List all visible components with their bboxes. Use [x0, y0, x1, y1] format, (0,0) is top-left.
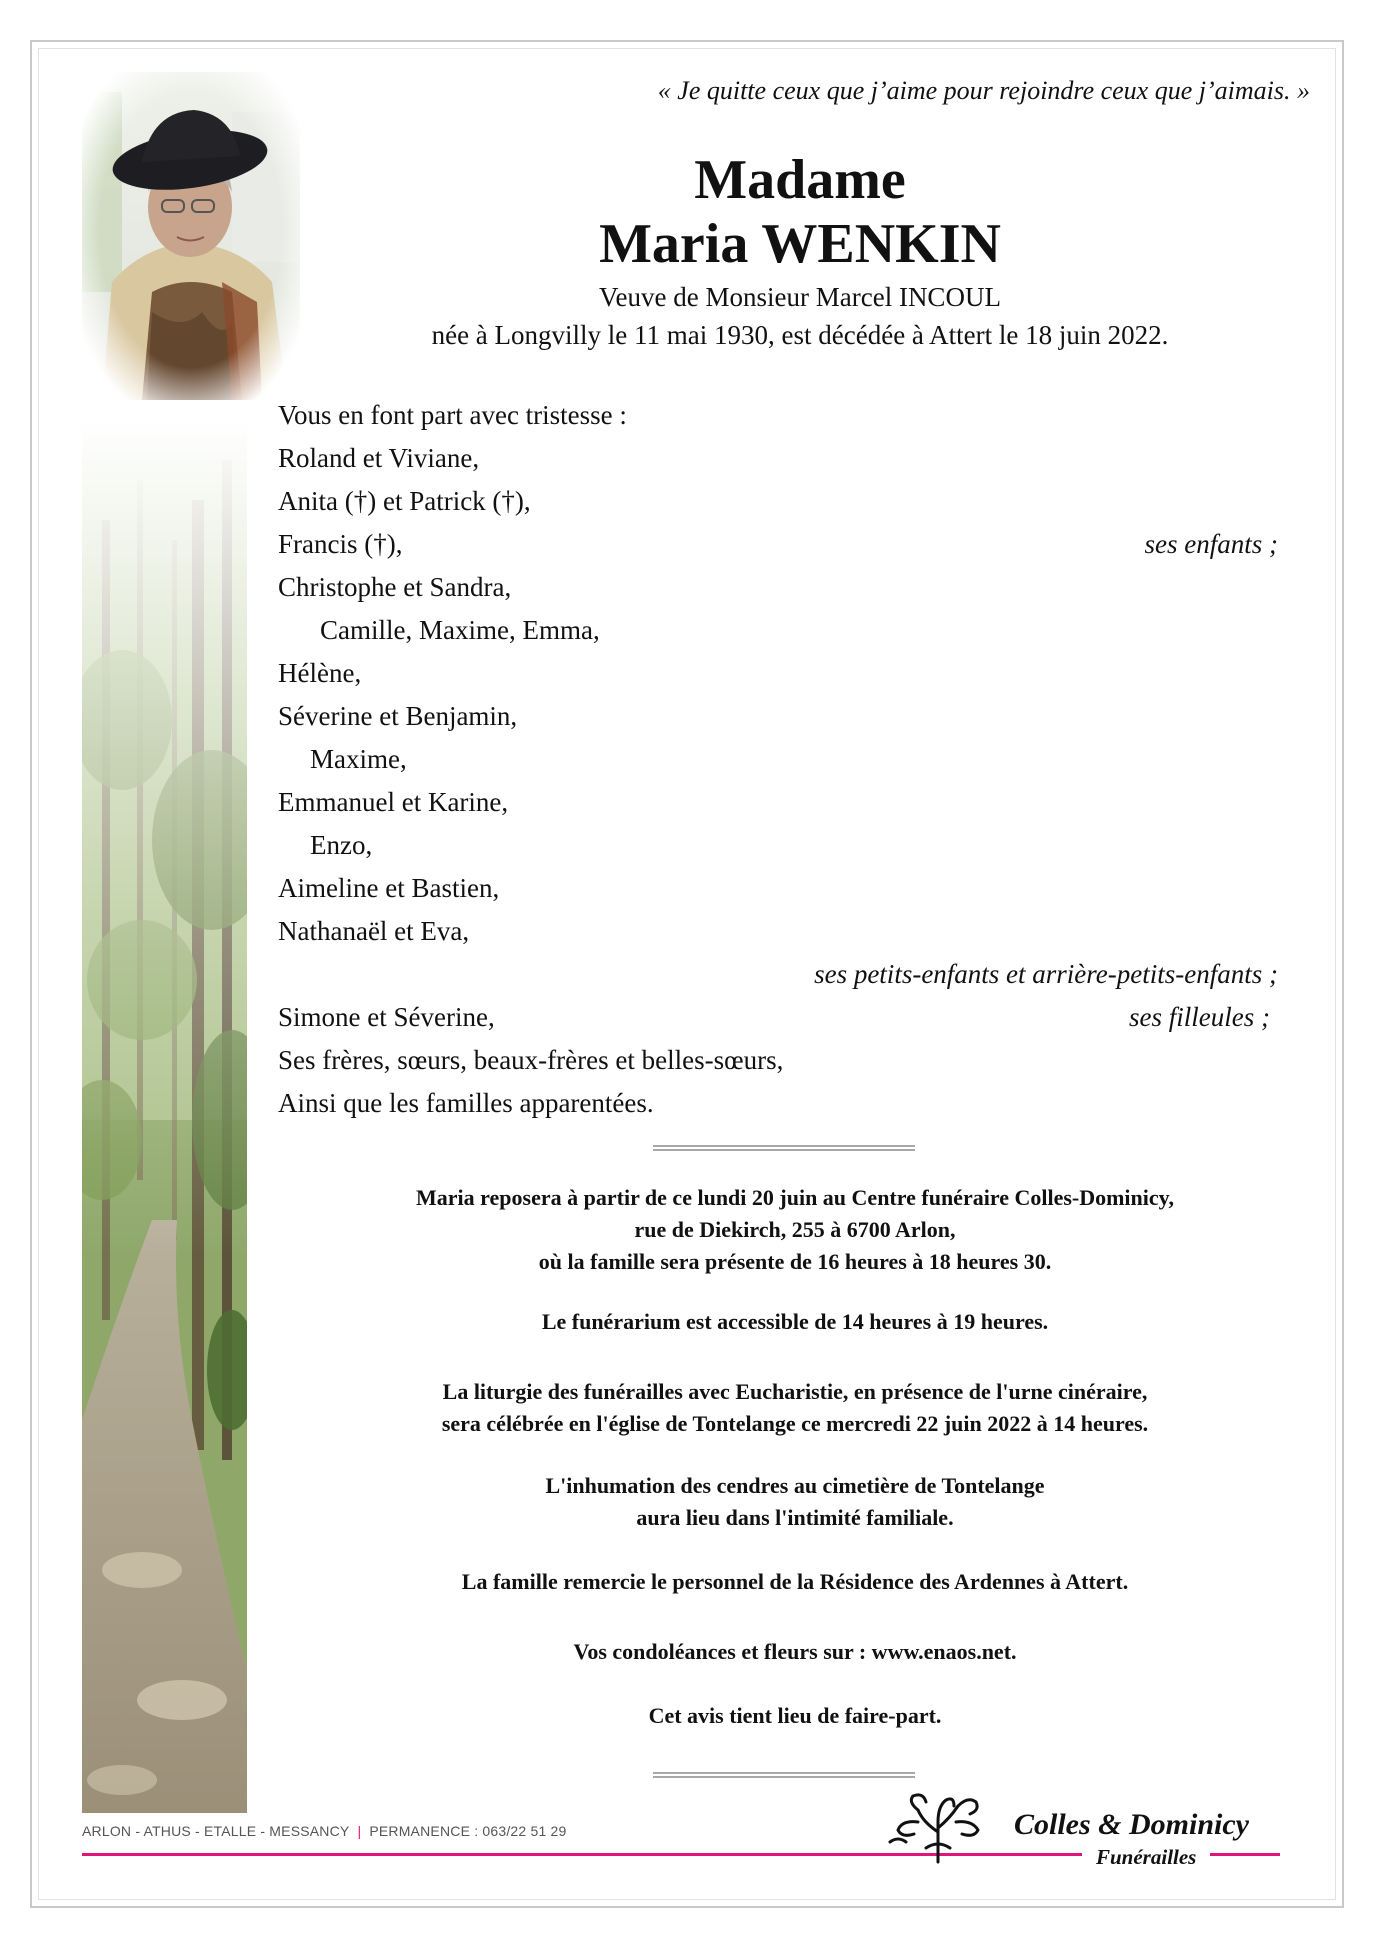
- family-line: Aimeline et Bastien,: [278, 873, 500, 903]
- info-burial: [300, 1470, 1290, 1534]
- brand-subtitle: Funérailles: [1090, 1845, 1202, 1870]
- tree-logo-icon: [888, 1792, 988, 1864]
- family-line-children: [278, 523, 1278, 566]
- info-line: Maria reposera à partir de ce lundi 20 juin au Centre funéraire Colles-Dominicy,: [416, 1185, 1174, 1210]
- footer-accent-line-right: [1210, 1853, 1280, 1856]
- info-line: sera célébrée en l'église de Tontelange ce mercredi 22 juin 2022 à 14 heures.: [441, 1411, 1149, 1436]
- epigraph-quote: « Je quitte ceux que j’aime pour rejoindre ceux que j’aimais. »: [657, 76, 1310, 105]
- footer-locations-bar: [82, 1823, 567, 1839]
- family-line: Hélène,: [278, 658, 362, 688]
- role-grandchildren: ses petits-enfants et arrière-petits-enfants ;: [814, 959, 1278, 989]
- role-godchildren: ses filleules ;: [1129, 1002, 1270, 1032]
- footer-locations: ARLON - ATHUS - ETALLE - MESSANCY: [82, 1823, 350, 1839]
- family-line-grandchildren: [278, 953, 1278, 996]
- family-line: Christophe et Sandra,: [278, 572, 512, 602]
- family-intro: Vous en font part avec tristesse :: [278, 400, 627, 430]
- family-line: Ses frères, sœurs, beaux-frères et belles-sœurs,: [278, 1045, 784, 1075]
- family-line: Anita (†) et Patrick (†),: [278, 486, 531, 516]
- widow-line: Veuve de Monsieur Marcel INCOUL: [599, 282, 1001, 312]
- footer-permanence: PERMANENCE : 063/22 51 29: [369, 1823, 567, 1839]
- info-line: L'inhumation des cendres au cimetière de Tontelange: [545, 1473, 1045, 1498]
- family-line: Simone et Séverine,: [278, 1002, 495, 1032]
- family-line: Camille, Maxime, Emma,: [320, 615, 600, 645]
- family-list: [278, 394, 1278, 1125]
- divider-bottom: [653, 1772, 915, 1778]
- portrait-photo: [82, 72, 300, 400]
- family-line: Nathanaël et Eva,: [278, 916, 470, 946]
- info-thanks: La famille remercie le personnel de la Résidence des Ardennes à Attert.: [461, 1569, 1129, 1594]
- info-line: aura lieu dans l'intimité familiale.: [636, 1505, 954, 1530]
- info-visitation: [300, 1182, 1290, 1278]
- role-children: ses enfants ;: [1144, 529, 1278, 559]
- info-funerarium-hours: Le funérarium est accessible de 14 heures à 19 heures.: [541, 1309, 1049, 1334]
- info-line: où la famille sera présente de 16 heures à 18 heures 30.: [538, 1249, 1052, 1274]
- divider-top: [653, 1145, 915, 1151]
- family-line: Séverine et Benjamin,: [278, 701, 518, 731]
- family-line: Maxime,: [310, 744, 407, 774]
- footer-separator: |: [357, 1823, 362, 1839]
- deceased-name: Maria WENKIN: [599, 213, 1001, 275]
- forest-path-image: [82, 420, 247, 1813]
- family-line: Ainsi que les familles apparentées.: [278, 1088, 654, 1118]
- info-line: La liturgie des funérailles avec Eucharistie, en présence de l'urne cinéraire,: [442, 1379, 1148, 1404]
- family-line: Emmanuel et Karine,: [278, 787, 509, 817]
- info-line: rue de Diekirch, 255 à 6700 Arlon,: [634, 1217, 956, 1242]
- family-line: Roland et Viviane,: [278, 443, 480, 473]
- info-condolences: Vos condoléances et fleurs sur : www.enaos.net.: [573, 1639, 1017, 1664]
- info-notice: Cet avis tient lieu de faire-part.: [648, 1703, 942, 1728]
- family-line: Francis (†),: [278, 529, 403, 559]
- brand-name: Colles & Dominicy: [1014, 1808, 1249, 1841]
- birth-death-line: née à Longvilly le 11 mai 1930, est décédée à Attert le 18 juin 2022.: [431, 320, 1169, 350]
- family-line: Enzo,: [310, 830, 373, 860]
- info-liturgy: [300, 1376, 1290, 1440]
- family-line-godchildren: [278, 996, 1278, 1039]
- salutation: Madame: [694, 149, 906, 211]
